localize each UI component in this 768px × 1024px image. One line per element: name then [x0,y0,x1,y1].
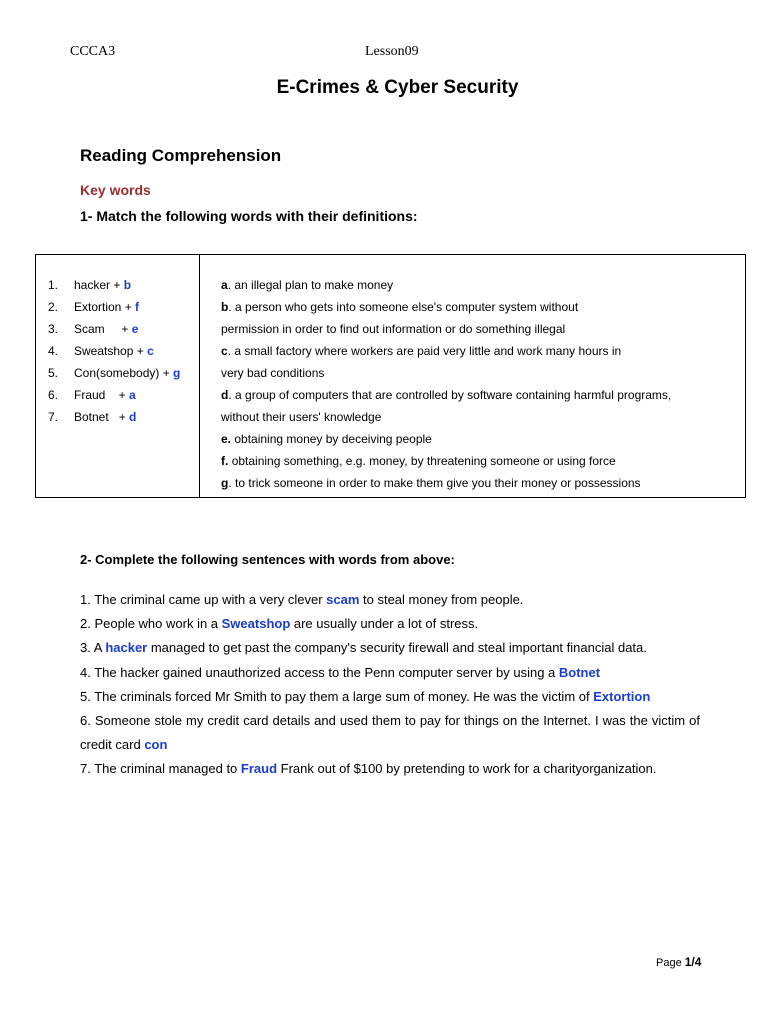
header-course-code: CCCA3 [70,44,116,59]
answer-word: Extortion [593,688,651,704]
word-item: 3. Scam + e [48,322,139,336]
answer-word: hacker [105,640,148,656]
matching-table [35,254,746,498]
sentence-list [80,588,704,782]
table-divider [199,255,200,497]
answer-letter: f [135,300,140,314]
word-item: 4. Sweatshop + c [48,344,154,358]
word-item: 1. hacker + b [48,278,132,292]
answer-letter: g [173,366,181,380]
page-number: Page 1/4 [656,955,702,969]
word-item: 7. Botnet + d [48,410,137,424]
answer-letter: c [147,344,154,358]
word-list [48,274,180,428]
answer-letter: e [131,322,139,336]
sentence-item: 5. The criminals forced Mr Smith to pay them a large sum of money. He was the victim of Extortion [80,688,651,704]
answer-word: Botnet [558,664,601,680]
sentence-item: 4. The hacker gained unauthorized access to the Penn computer server by using a Botnet [80,664,601,680]
answer-word: Sweatshop [221,616,291,632]
definition-line: f. obtaining something, e.g. money, by threatening someone or using force [221,454,616,468]
word-item: 2. Extortion + f [48,300,140,314]
definition-list [221,274,671,494]
sentence-item: 3. A hacker managed to get past the company's security firewall and steal important financial data. [80,640,647,656]
sentence-item: 1. The criminal came up with a very clever scam to steal money from people. [80,592,524,607]
definition-line: b. a person who gets into someone else's computer system without [221,300,579,314]
section-title: Reading Comprehension [80,146,282,165]
definition-line: g. to trick someone in order to make them give you their money or possessions [221,476,641,490]
answer-word: Fraud [240,761,278,777]
answer-word: con [144,737,168,753]
answer-letter: d [129,410,137,424]
header-lesson: Lesson09 [365,44,419,59]
definition-line: c. a small factory where workers are paid very little and work many hours in [221,344,622,358]
answer-letter: a [129,388,136,402]
answer-word: scam [326,592,360,607]
sentence-item: 7. The criminal managed to Fraud Frank out of $100 by pretending to work for a charityorganization. [80,761,657,777]
word-item: 5. Con(somebody) + g [48,366,181,380]
sentence-item: 2. People who work in a Sweatshop are usually under a lot of stress. [80,616,479,632]
word-item: 6. Fraud + a [48,388,136,402]
answer-letter: b [123,278,132,292]
definition-line: e. obtaining money by deceiving people [221,432,432,446]
exercise-2-instruction: 2- Complete the following sentences with words from above: [80,552,455,567]
definition-line: a. an illegal plan to make money [221,278,394,292]
definition-line: without their users' knowledge [221,410,382,424]
definition-line: d. a group of computers that are controlled by software containing harmful programs, [221,388,672,402]
page-title: E-Crimes & Cyber Security [276,77,519,98]
exercise-1-instruction: 1- Match the following words with their definitions: [80,208,418,224]
key-words-label: Key words [80,182,151,198]
definition-line: permission in order to find out information or do something illegal [221,322,566,336]
sentence-item: 6. Someone stole my credit card details and used them to pay for things on the Internet. I was the victim of credit card con [80,713,704,753]
definition-line: very bad conditions [221,366,325,380]
